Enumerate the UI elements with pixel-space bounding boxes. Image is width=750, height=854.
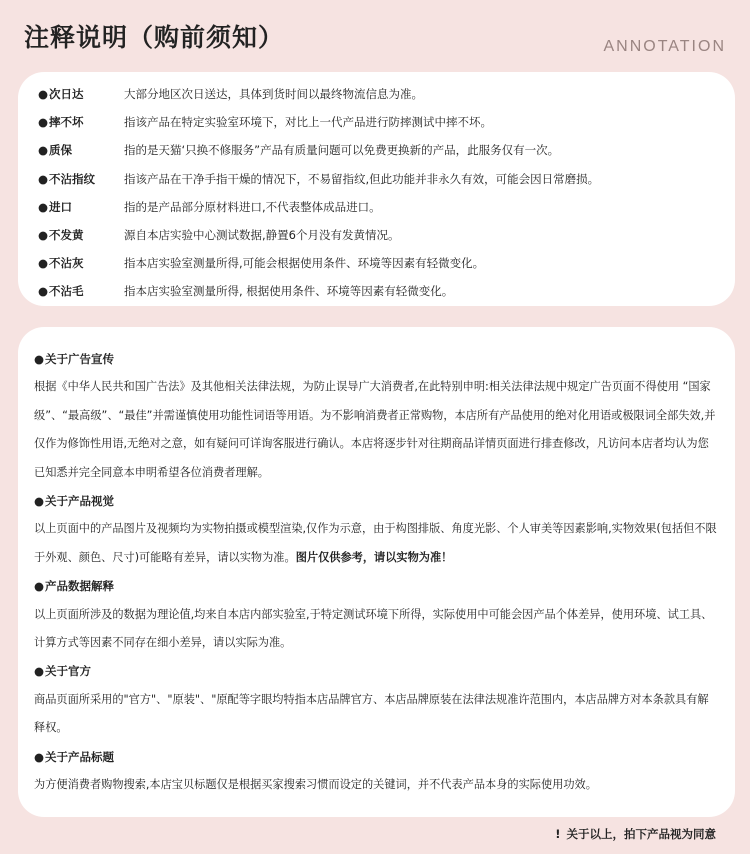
definition-desc: 指该产品在特定实验室环境下，对比上一代产品进行防摔测试中摔不坏。 bbox=[124, 115, 492, 130]
definition-row bbox=[18, 165, 735, 193]
section-body bbox=[34, 373, 719, 487]
definition-row bbox=[18, 108, 735, 136]
section-body bbox=[34, 771, 719, 799]
definition-label: ● 不发黄 bbox=[38, 221, 84, 249]
definition-desc: 指本店实验室测量所得,可能会根据使用条件、环境等因素有轻微变化。 bbox=[124, 256, 485, 271]
section-body bbox=[34, 601, 719, 658]
section-title: ● 关于广告宣传 bbox=[34, 345, 719, 373]
definition-label: ● 不沾指纹 bbox=[38, 165, 95, 193]
definition-label: ● 质保 bbox=[38, 136, 72, 164]
definition-label: ● 不沾灰 bbox=[38, 249, 84, 277]
definitions-card bbox=[18, 72, 735, 306]
section-text: 根据《中华人民共和国广告法》及其他相关法律法规，为防止误导广大消费者,在此特别申明:相关法律法规中规定广告页面不得使用 “国家级”、“最高级”、“最佳”并需谨慎使用功能性词语等用语。为不影响消费者正常购物，本店所有产品使用的绝对化用语或极限词全部失效,并仅作为修饰性用语,无绝对之意，如有疑问可详询客服进行确认。本店将逐步针对往期商品详情页面进行排查修改，凡访问本店者均认为您已知悉并完全同意本申明希望各位消费者理解。 bbox=[34, 380, 716, 479]
definition-row bbox=[18, 193, 735, 221]
definition-label: ● 进口 bbox=[38, 193, 72, 221]
definition-label: ● 次日达 bbox=[38, 80, 84, 108]
definition-desc: 源自本店实验中心测试数据,静置6个月没有发黄情况。 bbox=[124, 227, 400, 242]
definition-desc: 指的是天猫‘只换不修服务”产品有质量问题可以免费更换新的产品，此服务仅有一次。 bbox=[124, 143, 560, 158]
definition-desc: 指本店实验室测量所得, 根据使用条件、环境等因素有轻微变化。 bbox=[124, 284, 454, 299]
definition-row bbox=[18, 221, 735, 249]
section-text: 以上页面中的产品图片及视频均为实物拍摄或模型渲染,仅作为示意，由于构图排版、角度光影、个人审美等因素影响,实物效果(包括但不限于外观、颜色、尺寸)可能略有差异，请以实物为准。 bbox=[34, 522, 717, 564]
footer-text: 关于以上，拍下产品视为同意 bbox=[566, 827, 716, 841]
section-body bbox=[34, 686, 719, 743]
section-text: 商品页面所采用的"官方"、"原装"、"原配等字眼均特指本店品牌官方、本店品牌原装在法律法规准许范围内，本店品牌方对本条款具有解释权。 bbox=[34, 692, 709, 735]
definition-desc: 指该产品在干净手指干燥的情况下，不易留指纹,但此功能并非永久有效，可能会因日常磨损。 bbox=[124, 171, 600, 186]
definition-desc: 指的是产品部分原材料进口,不代表整体成品进口。 bbox=[124, 199, 381, 214]
page-title: 注释说明（购前须知） bbox=[24, 23, 285, 52]
section-title: ● 产品数据解释 bbox=[34, 572, 719, 600]
definition-label: ● 不沾毛 bbox=[38, 277, 84, 305]
footer-notice bbox=[555, 826, 716, 842]
section-text: 以上页面所涉及的数据为理论值,均来自本店内部实验室,于特定测试环境下所得，实际使用中可能会因产品个体差异，使用环境、试工具、计算方式等因素不同存在细小差异，请以实际为准。 bbox=[34, 607, 713, 650]
section-text: 为方便消费者购物搜索,本店宝贝标题仅是根据买家搜索习惯而设定的关键词，并不代表产品本身的实际使用功效。 bbox=[34, 778, 597, 792]
section-body bbox=[34, 515, 719, 572]
definition-row bbox=[18, 80, 735, 108]
section-title: ● 关于官方 bbox=[34, 657, 719, 685]
page-subtitle: ANNOTATION bbox=[603, 38, 726, 55]
definition-row bbox=[18, 249, 735, 277]
section-title: ● 关于产品视觉 bbox=[34, 487, 719, 515]
exclamation-icon: ! bbox=[555, 827, 561, 841]
definition-desc: 大部分地区次日送达，具体到货时间以最终物流信息为准。 bbox=[124, 87, 423, 101]
definition-label: ● 摔不坏 bbox=[38, 108, 84, 136]
definition-row bbox=[18, 136, 735, 164]
definition-row bbox=[18, 277, 735, 305]
section-title: ● 关于产品标题 bbox=[34, 743, 719, 771]
section-strong-text: 图片仅供参考，请以实物为准！ bbox=[295, 550, 453, 564]
notices-card bbox=[18, 327, 735, 817]
